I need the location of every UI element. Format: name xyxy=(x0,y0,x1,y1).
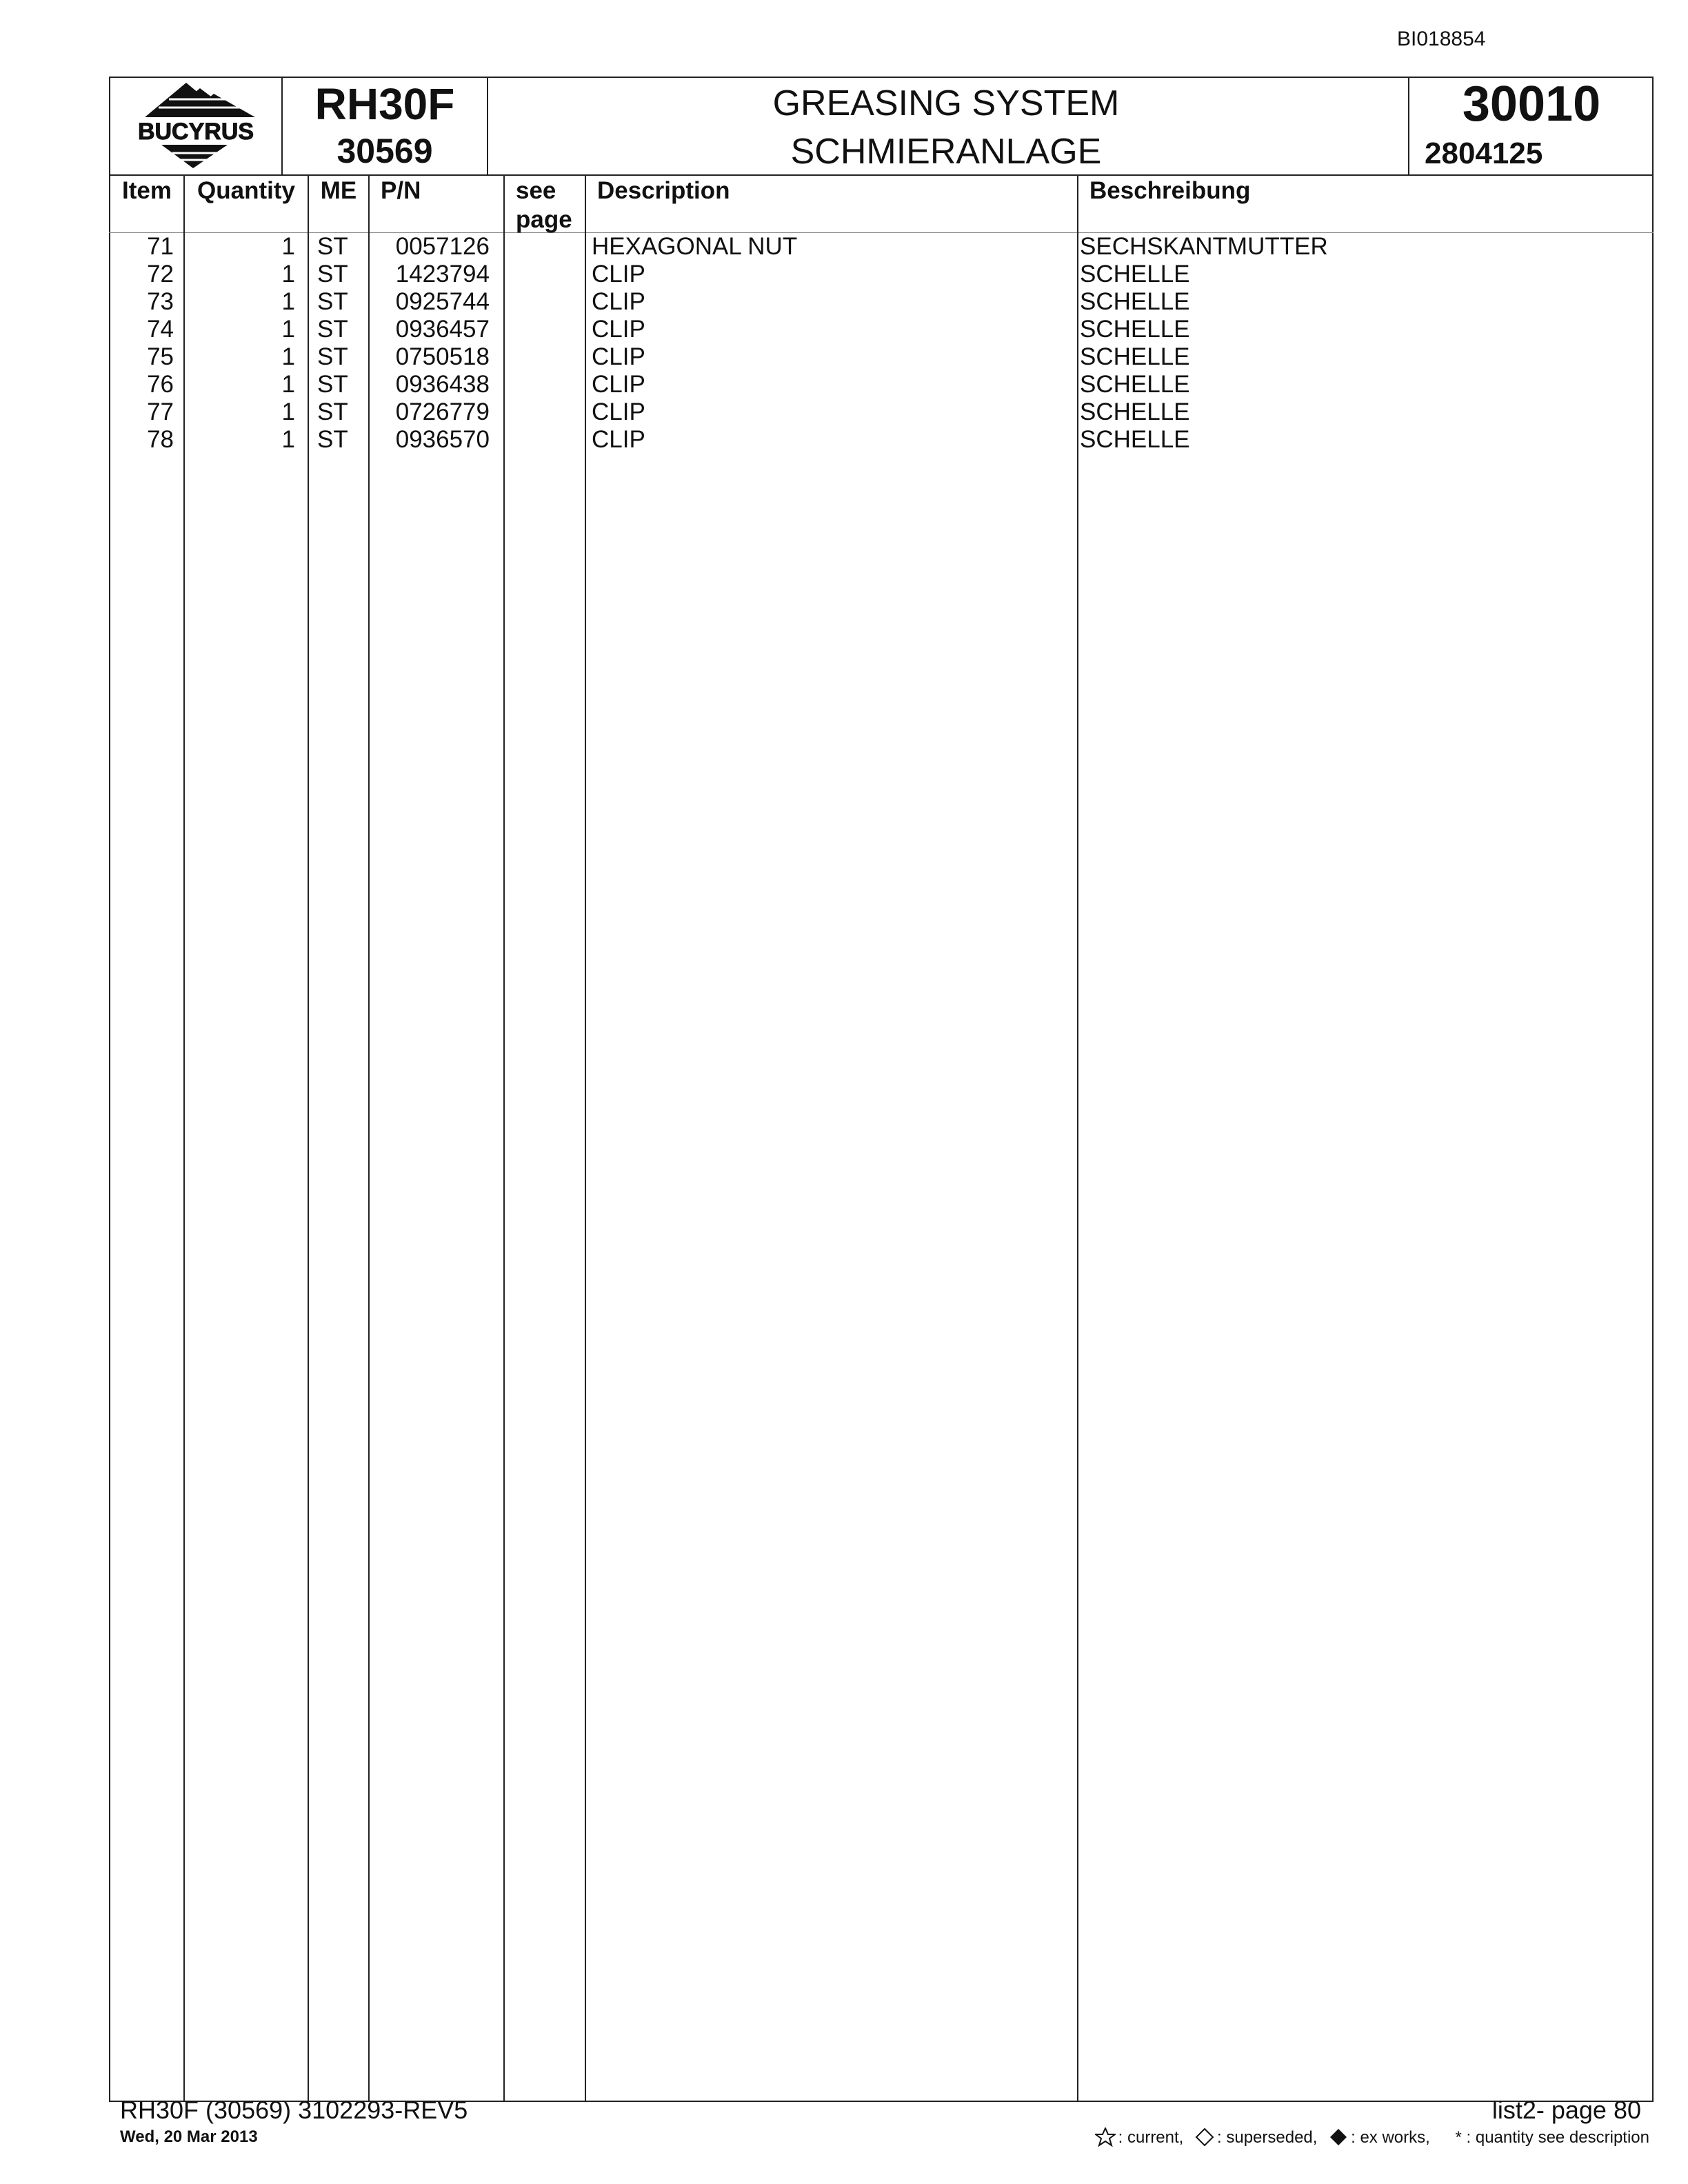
table-row xyxy=(0,288,1688,316)
table-row xyxy=(0,316,1688,343)
cell-description: CLIP xyxy=(592,398,645,425)
cell-beschreibung: SCHELLE xyxy=(1080,316,1190,343)
star-outline-icon xyxy=(1095,2127,1116,2147)
col-divider-description xyxy=(1077,174,1078,2102)
cell-part-number: 0936457 xyxy=(395,316,490,343)
cell-quantity: 1 xyxy=(281,316,295,343)
title-german: SCHMIERANLAGE xyxy=(790,132,1102,172)
group-sub-number: 2804125 xyxy=(1425,136,1543,170)
cell-quantity: 1 xyxy=(281,426,295,453)
col-header-page: page xyxy=(516,206,572,233)
svg-text:BUCYRUS: BUCYRUS xyxy=(137,119,254,145)
cell-description: CLIP xyxy=(592,288,645,315)
table-row xyxy=(0,371,1688,398)
footer-page-number: list2- page 80 xyxy=(1491,2096,1641,2124)
cell-part-number: 0057126 xyxy=(395,233,490,260)
cell-me: ST xyxy=(317,233,348,260)
col-divider-me xyxy=(368,174,370,2102)
footer-legend xyxy=(1034,2127,1649,2147)
cell-description: CLIP xyxy=(592,343,645,370)
col-divider-item xyxy=(183,174,185,2102)
cell-item: 72 xyxy=(147,261,174,287)
cell-description: CLIP xyxy=(592,426,645,453)
cell-quantity: 1 xyxy=(281,288,295,315)
legend-quantity: * : quantity see description xyxy=(1455,2128,1649,2147)
cell-me: ST xyxy=(317,343,348,370)
cell-part-number: 0936570 xyxy=(395,426,490,453)
bucyrus-logo xyxy=(117,79,274,172)
cell-me: ST xyxy=(317,316,348,343)
col-divider-pn xyxy=(503,174,505,2102)
cell-item: 76 xyxy=(147,371,174,398)
cell-beschreibung: SCHELLE xyxy=(1080,288,1190,315)
cell-description: CLIP xyxy=(592,261,645,287)
cell-me: ST xyxy=(317,398,348,425)
cell-description: CLIP xyxy=(592,316,645,343)
group-number: 30010 xyxy=(1462,77,1601,132)
title-english: GREASING SYSTEM xyxy=(772,83,1120,123)
cell-quantity: 1 xyxy=(281,398,295,425)
header-bottom-rule xyxy=(109,174,1654,176)
cell-item: 71 xyxy=(147,233,174,260)
cell-beschreibung: SCHELLE xyxy=(1080,343,1190,370)
cell-description: CLIP xyxy=(592,371,645,398)
diamond-outline-icon xyxy=(1195,2127,1214,2147)
table-row xyxy=(0,426,1688,454)
table-row xyxy=(0,398,1688,426)
cell-part-number: 0750518 xyxy=(395,343,490,370)
cell-beschreibung: SECHSKANTMUTTER xyxy=(1080,233,1328,260)
col-divider-quantity xyxy=(308,174,309,2102)
cell-item: 75 xyxy=(147,343,174,370)
cell-beschreibung: SCHELLE xyxy=(1080,371,1190,398)
col-header-item: Item xyxy=(122,177,172,204)
cell-item: 74 xyxy=(147,316,174,343)
cell-beschreibung: SCHELLE xyxy=(1080,426,1190,453)
table-row xyxy=(0,233,1688,261)
serial-number: 30569 xyxy=(336,132,433,170)
cell-description: HEXAGONAL NUT xyxy=(592,233,798,260)
cell-beschreibung: SCHELLE xyxy=(1080,398,1190,425)
legend-superseded: : superseded, xyxy=(1217,2128,1318,2147)
document-id: BI018854 xyxy=(1397,28,1486,50)
legend-ex-works: : ex works, xyxy=(1351,2128,1430,2147)
footer-document-ref: RH30F (30569) 3102293-REV5 xyxy=(120,2096,468,2124)
table-row xyxy=(0,343,1688,371)
cell-me: ST xyxy=(317,371,348,398)
model-name: RH30F xyxy=(314,79,455,129)
cell-quantity: 1 xyxy=(281,343,295,370)
col-divider-see-page xyxy=(585,174,586,2102)
cell-item: 77 xyxy=(147,398,174,425)
col-header-quantity: Quantity xyxy=(197,177,295,204)
cell-me: ST xyxy=(317,288,348,315)
cell-part-number: 0925744 xyxy=(395,288,490,315)
cell-quantity: 1 xyxy=(281,261,295,287)
col-header-description: Description xyxy=(597,177,730,204)
cell-item: 73 xyxy=(147,288,174,315)
col-header-pn: P/N xyxy=(381,177,421,204)
table-row xyxy=(0,261,1688,288)
col-header-me: ME xyxy=(320,177,357,204)
cell-me: ST xyxy=(317,261,348,287)
cell-quantity: 1 xyxy=(281,371,295,398)
cell-me: ST xyxy=(317,426,348,453)
cell-part-number: 0936438 xyxy=(395,371,490,398)
legend-current: : current, xyxy=(1118,2128,1184,2147)
col-header-beschreibung: Beschreibung xyxy=(1089,177,1251,204)
cell-quantity: 1 xyxy=(281,233,295,260)
cell-part-number: 0726779 xyxy=(395,398,490,425)
cell-item: 78 xyxy=(147,426,174,453)
cell-beschreibung: SCHELLE xyxy=(1080,261,1190,287)
col-header-see: see xyxy=(516,177,556,204)
cell-part-number: 1423794 xyxy=(395,261,490,287)
diamond-filled-icon xyxy=(1329,2127,1348,2147)
header-divider-model xyxy=(487,77,488,174)
footer-date: Wed, 20 Mar 2013 xyxy=(120,2127,258,2146)
